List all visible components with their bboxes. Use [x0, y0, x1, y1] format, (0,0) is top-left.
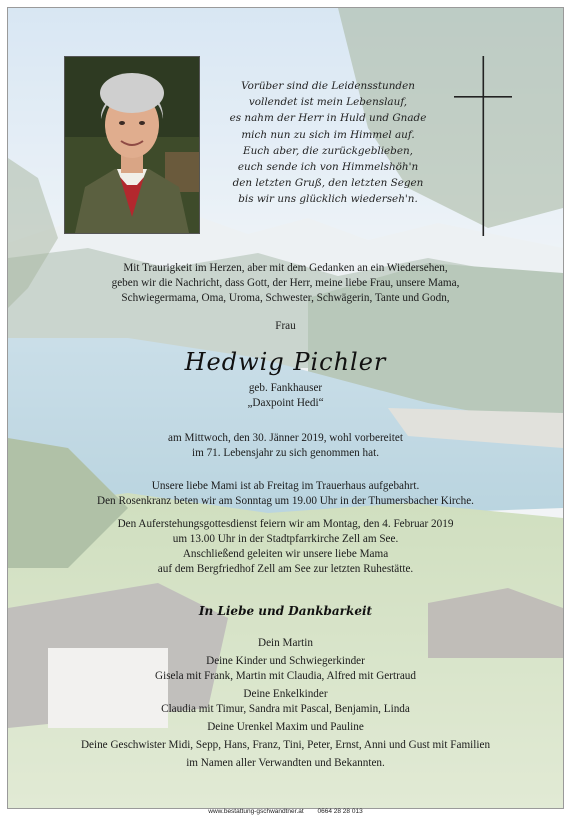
footer-website[interactable]: www.bestattung-gschwandtner.at	[208, 808, 304, 815]
mourner-line: Claudia mit Timur, Sandra mit Pascal, Benjamin, Linda	[161, 703, 410, 715]
service-line: Den Auferstehungsgottesdienst feiern wir am Montag, den 4. Februar 2019	[117, 518, 454, 530]
service-line: um 13.00 Uhr in der Stadtpfarrkirche Zell am See.	[172, 533, 399, 545]
death-notice	[8, 431, 563, 461]
poem-line: bis wir uns glücklich wiederseh'n.	[238, 193, 418, 206]
mourner-line: Deine Enkelkinder	[243, 688, 328, 700]
portrait-photo	[64, 56, 200, 234]
poem-line: Vorüber sind die Leidensstunden	[241, 80, 415, 92]
viewing-line: Unsere liebe Mami ist ab Freitag im Trauerhaus aufgebahrt.	[151, 480, 420, 492]
death-line: am Mittwoch, den 30. Jänner 2019, wohl vorbereitet	[168, 432, 403, 444]
footer-phone: 0664 28 28 013	[317, 808, 363, 815]
intro-line: Mit Traurigkeit im Herzen, aber mit dem Gedanken an ein Wiedersehen,	[123, 262, 448, 274]
footer	[0, 808, 571, 815]
service-line: auf dem Bergfriedhof Zell am See zur letzten Ruhestätte.	[157, 563, 414, 575]
poem-line: den letzten Gruß, den letzten Segen	[232, 177, 424, 190]
mourner-line: Gisela mit Frank, Martin mit Claudia, Alfred mit Gertraud	[155, 670, 416, 682]
birth-name: geb. Fankhauser	[248, 382, 323, 394]
poem-line: vollendet ist mein Lebenslauf,	[248, 96, 408, 109]
service-line: Anschließend geleiten wir unsere liebe Mama	[182, 548, 389, 560]
poem-line: es nahm der Herr in Huld und Gnade	[229, 112, 427, 125]
mourners-list	[8, 636, 563, 771]
mourner-line: Deine Kinder und Schwiegerkinder	[206, 655, 365, 667]
closing-heading: In Liebe und Dankbarkeit	[198, 604, 373, 618]
intro-line: geben wir die Nachricht, dass Gott, der Herr, meine liebe Frau, unsere Mama,	[111, 277, 460, 289]
memorial-poem	[213, 78, 443, 208]
service-info	[8, 517, 563, 577]
intro-text	[8, 261, 563, 306]
title-prefix: Frau	[275, 320, 296, 332]
cross-icon	[454, 56, 514, 246]
intro-line: Schwiegermama, Oma, Uroma, Schwester, Schwägerin, Tante und Godn,	[121, 292, 450, 304]
poem-line: euch sende ich von Himmelshöh'n	[237, 161, 419, 174]
mourner-line: im Namen aller Verwandten und Bekannten.	[186, 757, 385, 769]
obituary-card	[7, 7, 564, 809]
deceased-name: Hedwig Pichler	[184, 348, 387, 376]
death-line: im 71. Lebensjahr zu sich genommen hat.	[191, 447, 380, 459]
mourner-line: Dein Martin	[258, 637, 313, 649]
mourner-line: Deine Geschwister Midi, Sepp, Hans, Franz, Tini, Peter, Ernst, Anni und Gust mit Familien	[80, 739, 491, 751]
poem-line: Euch aber, die zurückgeblieben,	[243, 144, 413, 157]
birth-name-block	[8, 381, 563, 411]
mourner-line: Deine Urenkel Maxim und Pauline	[207, 721, 364, 733]
nickname: „Daxpoint Hedi“	[247, 397, 324, 409]
viewing-info	[8, 479, 563, 509]
poem-line: mich nun zu sich im Himmel auf.	[241, 128, 415, 141]
viewing-line: Den Rosenkranz beten wir am Sonntag um 19.00 Uhr in der Thumersbacher Kirche.	[97, 495, 474, 507]
